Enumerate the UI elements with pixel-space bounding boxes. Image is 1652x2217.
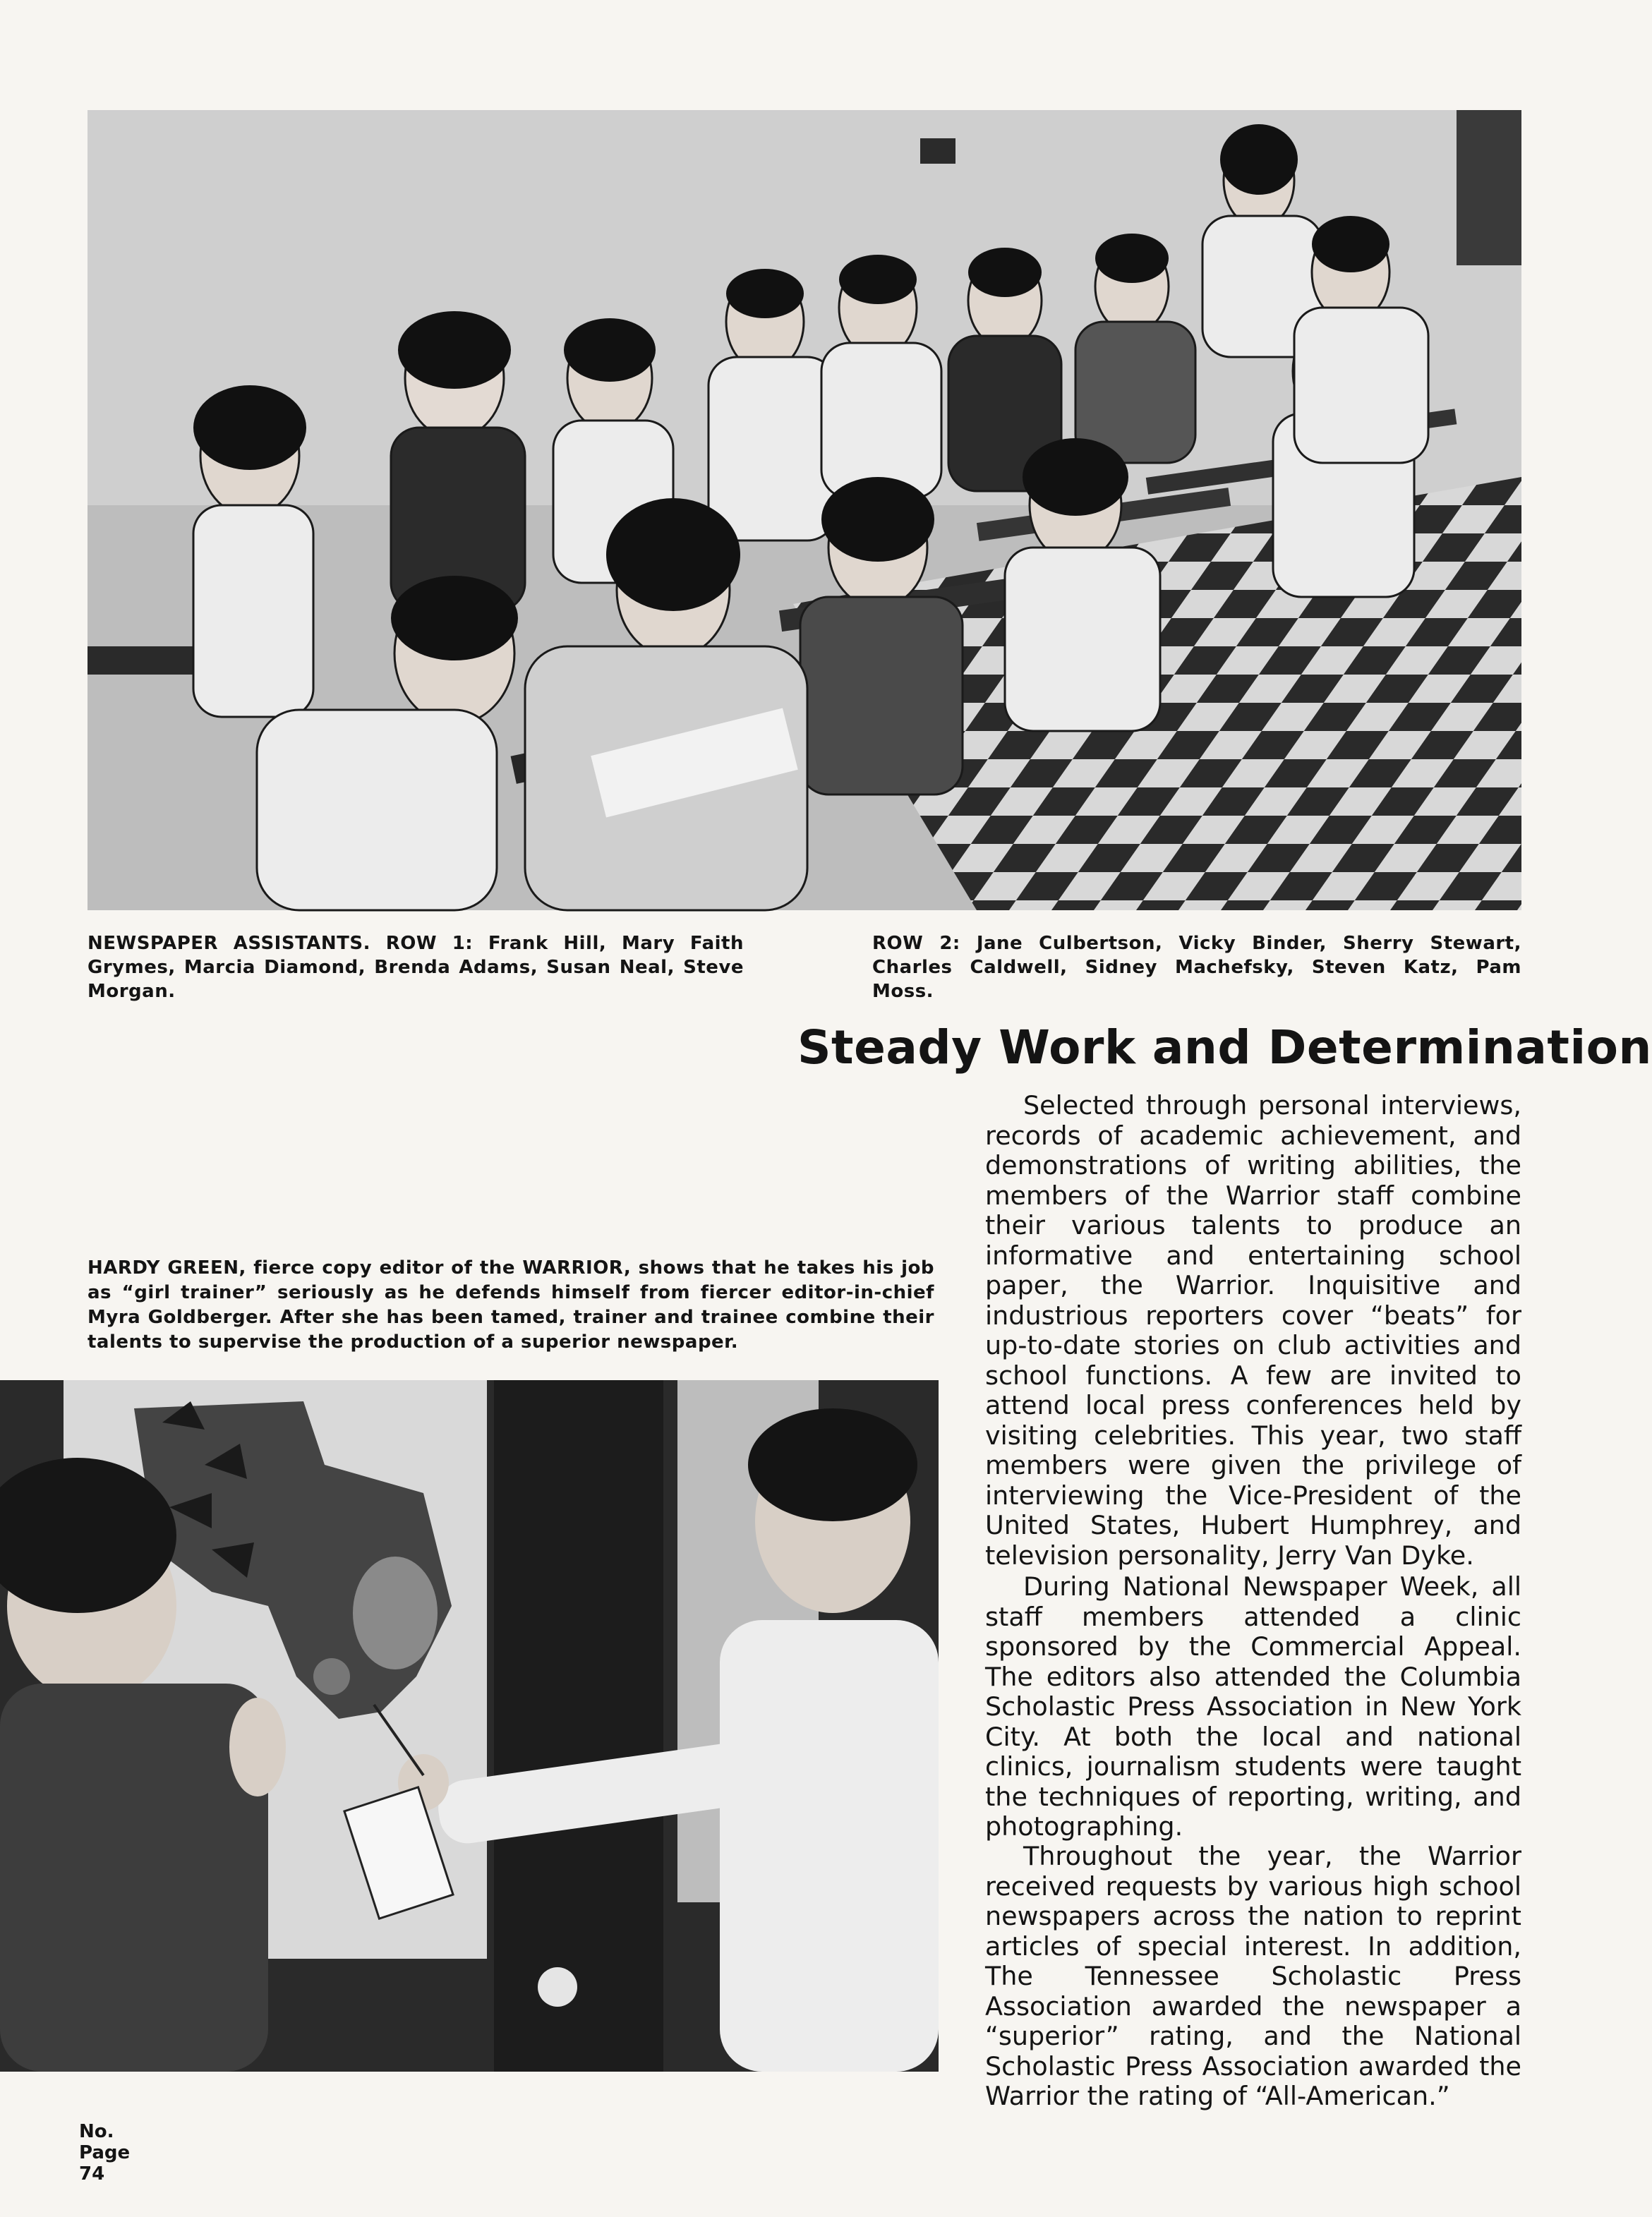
top-photo-caption-row2: ROW 2: Jane Culbertson, Vicky Binder, Sherry Stewart, Charles Caldwell, Sidney Machefsky, Steven Katz, Pam Moss.	[872, 933, 1521, 1002]
top-photo-caption-row1: NEWSPAPER ASSISTANTS. ROW 1: Frank Hill, Mary Faith Grymes, Marcia Diamond, Brenda Adams, Susan Neal, Steve Morgan.	[88, 933, 744, 1002]
article-headline: Steady Work and Determination	[797, 1020, 1652, 1075]
page-number	[79, 2121, 164, 2185]
editors-illustration	[0, 1380, 939, 2072]
newspaper-assistants-photo	[88, 110, 1521, 910]
folio-no: No.	[79, 2121, 114, 2142]
article-paragraph-2: During National Newspaper Week, all staff members attended a clinic sponsored by the Commercial Appeal. The editors also attended the Columbia Scholastic Press Association in New York City. At both the local and national clinics, journalism students were taught the techniques of reporting, writing, and photographing.	[985, 1571, 1521, 1842]
folio-number: 74	[79, 2163, 105, 2185]
folio-page: Page	[79, 2142, 131, 2163]
copy-editor-photo	[0, 1380, 939, 2072]
bottom-photo-caption: HARDY GREEN, fierce copy editor of the WARRIOR, shows that he takes his job as “girl trainer” seriously as he defends himself from fiercer editor-in-chief Myra Goldberger. After she has been tamed, trainer and trainee combine their talents to supervise the production of a superior newspaper.	[88, 1257, 934, 1353]
classroom-illustration	[88, 110, 1521, 910]
article-paragraph-1: Selected through personal interviews, records of academic achievement, and demonstrations of writing abilities, the members of the Warrior staff combine their various talents to produce an informative and entertaining school paper, the Warrior. Inquisitive and industrious reporters cover “beats” for up-to-date stories on club activities and school functions. A few are invited to attend local press conferences held by visiting celebrities. This year, two staff members were given the privilege of interviewing the Vice-President of the United States, Hubert Humphrey, and television personality, Jerry Van Dyke.	[985, 1090, 1521, 1571]
article-paragraph-3: Throughout the year, the Warrior received requests by various high school newspapers across the nation to reprint articles of special interest. In addition, The Tennessee Scholastic Press Association awarded the newspaper a “superior” rating, and the National Scholastic Press Association awarded the Warrior the rating of “All-American.”	[985, 1841, 1521, 2111]
